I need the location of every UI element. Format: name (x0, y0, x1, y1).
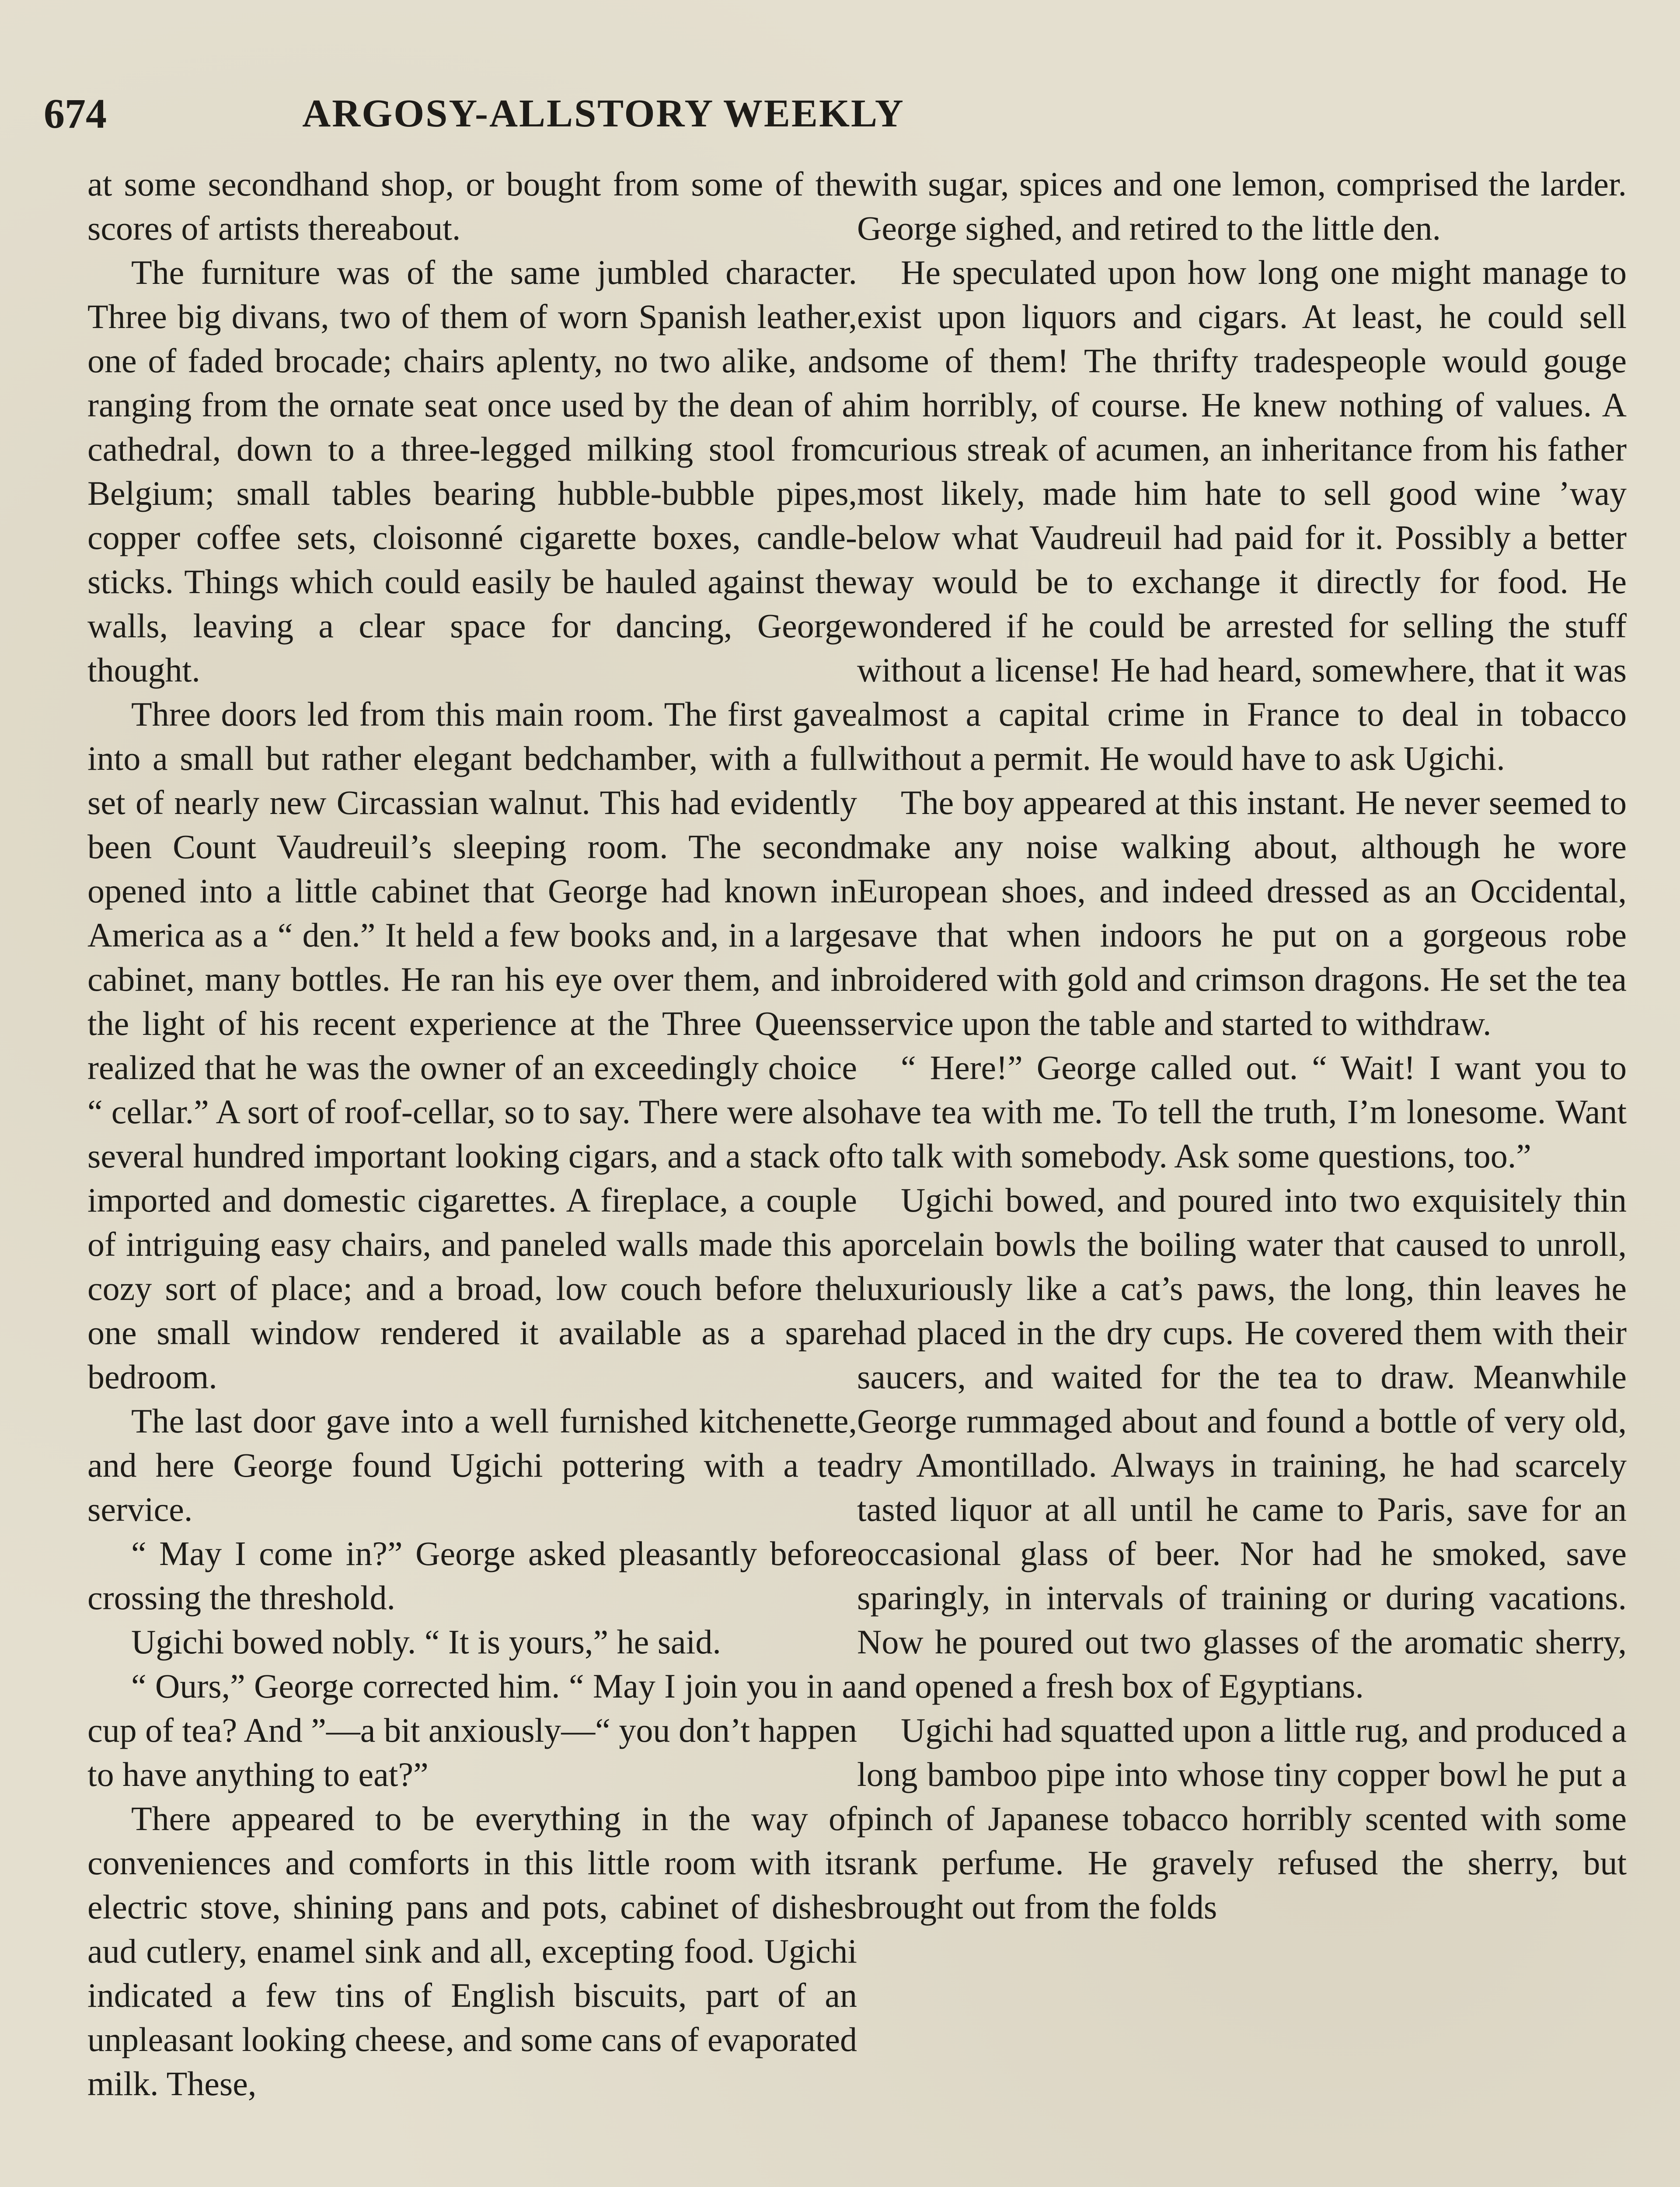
paragraph: “ Ours,” George corrected him. “ May I join you in a cup of tea? And ”—a bit anxiously—“ you don’t happen to have anything to eat?” (87, 1667, 857, 1793)
right-column (857, 162, 1627, 1929)
page-header (44, 85, 1163, 142)
paragraph: The last door gave into a well furnished kitchenette, and here George found Ugichi pottering with a tea service. (87, 1402, 857, 1528)
left-column (87, 162, 857, 2106)
paragraph: The boy appeared at this instant. He never seemed to make any noise walking about, although he wore European shoes, and indeed dressed as an Occidental, save that when indoors he put on a gorgeous robe broidered with gold and crimson dragons. He set the tea service upon the table and started to withdraw. (857, 783, 1627, 1042)
page-number: 674 (44, 90, 107, 137)
paragraph: He speculated upon how long one might manage to exist upon liquors and cigars. At least, he could sell some of them! The thrifty tradespeople would gouge him horribly, of course. He knew nothing of values. A curious streak of acumen, an inheritance from his father most likely, made him hate to sell good wine ’way below what Vaudreuil had paid for it. Possibly a better way would be to exchange it directly for food. He wondered if he could be arrested for selling the stuff without a license! He had heard, somewhere, that it was almost a capital crime in France to deal in tobacco without a permit. He would have to ask Ugichi. (857, 253, 1627, 777)
paragraph: Ugichi had squatted upon a little rug, and produced a long bamboo pipe into whose tiny copper bowl he put a pinch of Japanese tobacco horribly scented with some rank perfume. He gravely refused the sherry, but brought out from the folds (857, 1711, 1627, 1926)
paragraph: Three doors led from this main room. The first gave into a small but rather elegant bedchamber, with a full set of nearly new Circassian walnut. This had evidently been Count Vaudreuil’s sleeping room. The second opened into a little cabinet that George had known in America as a “ den.” It held a few books and, in a large cabinet, many bottles. He ran his eye over them, and in the light of his recent experience at the Three Queens realized that he was the owner of an exceedingly choice “ cellar.” A sort of roof-cellar, so to say. There were also several hundred important looking cigars, and a stack of imported and domestic cigarettes. A fireplace, a couple of intriguing easy chairs, and paneled walls made this a cozy sort of place; and a broad, low couch before the one small window rendered it available as a spare bedroom. (87, 695, 857, 1396)
paragraph: at some secondhand shop, or bought from some of the scores of artists thereabout. (87, 165, 857, 247)
paragraph: “ May I come in?” George asked pleasantly before crossing the threshold. (87, 1534, 857, 1617)
paragraph: Ugichi bowed nobly. “ It is yours,” he said. (131, 1623, 721, 1661)
paragraph: The furniture was of the same jumbled character. Three big divans, two of them of worn Spanish leather, one of faded brocade; chairs aplenty, no two alike, and ranging from the ornate seat once used by the dean of a cathedral, down to a three-legged milking stool from Belgium; small tables bearing hubble-bubble pipes, copper coffee sets, cloisonné cigarette boxes, candle-sticks. Things which could easily be hauled against the walls, leaving a clear space for dancing, George thought. (87, 253, 857, 689)
paragraph: with sugar, spices and one lemon, comprised the larder. George sighed, and retired to the little den. (857, 165, 1627, 247)
running-head: ARGOSY-ALLSTORY WEEKLY (302, 92, 905, 135)
paragraph: There appeared to be everything in the way of conveniences and comforts in this little room with its electric stove, shining pans and pots, cabinet of dishes aud cutlery, enamel sink and all, excepting food. Ugichi indicated a few tins of English biscuits, part of an unpleasant looking cheese, and some cans of evaporated milk. These, (87, 1799, 857, 2103)
paragraph: Ugichi bowed, and poured into two exquisitely thin porcelain bowls the boiling water that caused to unroll, luxuriously like a cat’s paws, the long, thin leaves he had placed in the dry cups. He covered them with their saucers, and waited for the tea to draw. Meanwhile George rummaged about and found a bottle of very old, dry Amontillado. Always in training, he had scarcely tasted liquor at all until he came to Paris, save for an occasional glass of beer. Nor had he smoked, save sparingly, in intervals of training or during vacations. Now he poured out two glasses of the aromatic sherry, and opened a fresh box of Egyptians. (857, 1181, 1627, 1705)
paragraph: “ Here!” George called out. “ Wait! I want you to have tea with me. To tell the truth, I’m lonesome. Want to talk with somebody. Ask some questions, too.” (857, 1048, 1627, 1175)
